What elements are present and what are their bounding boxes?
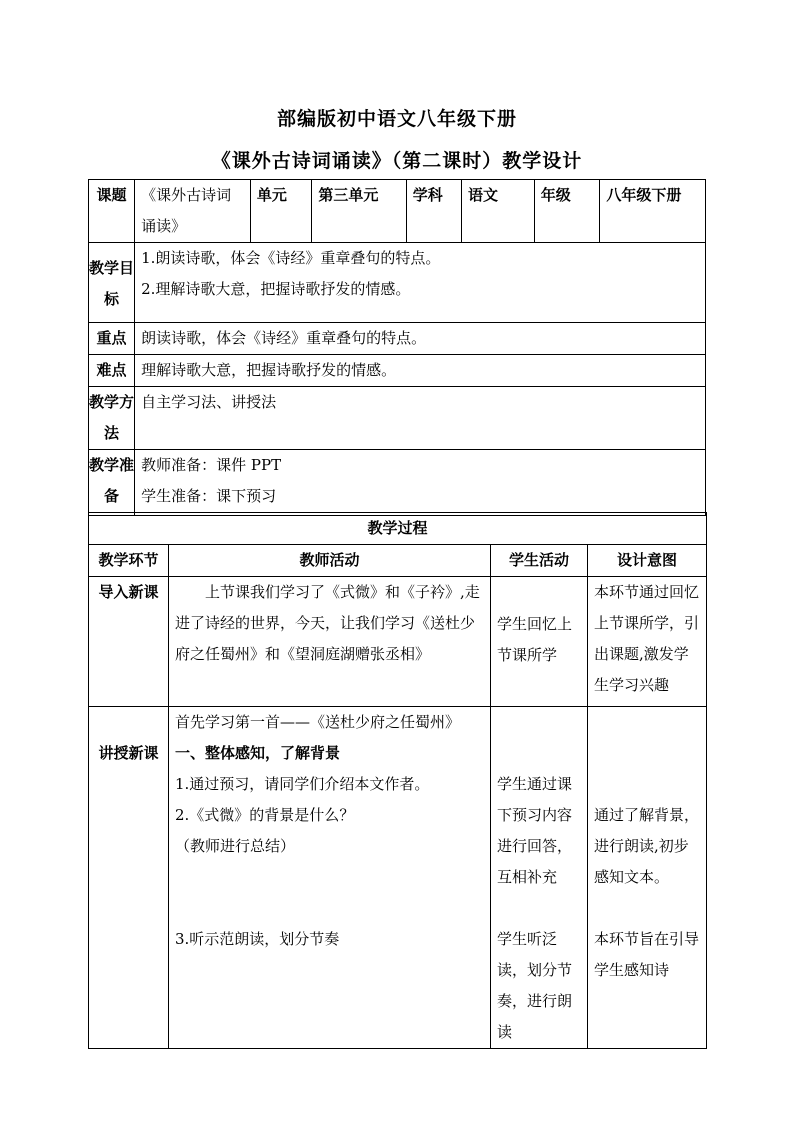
header-intent: 设计意图	[588, 545, 707, 577]
teacher-line: 首先学习第一首——《送杜少府之任蜀州》	[175, 713, 461, 731]
topic-value: 《课外古诗词诵读》	[135, 180, 251, 243]
intro-teacher-activity: 上节课我们学习了《式微》和《子衿》,走进了诗经的世界，今天，让我们学习《送杜少府之任蜀州》和《望洞庭湖赠张丞相》	[169, 577, 491, 707]
student-activity-1: 学生通过课下预习内容进行回答，互相补充	[497, 775, 573, 886]
header-student: 学生活动	[491, 545, 588, 577]
header-teacher: 教师活动	[169, 545, 491, 577]
label-grade: 年级	[534, 180, 600, 243]
label-difficulty: 难点	[89, 355, 135, 387]
preparation-content	[135, 450, 706, 516]
document-title: 部编版初中语文八年级下册	[276, 108, 517, 130]
student-preparation: 学生准备：课下预习	[141, 487, 277, 505]
student-activity-2: 学生听泛读，划分节奏，进行朗读	[497, 930, 573, 1041]
label-preparation: 教学准备	[89, 450, 135, 516]
process-table	[88, 512, 707, 1049]
goals-content	[135, 243, 706, 323]
unit-value: 第三单元	[312, 180, 406, 243]
design-intent-2: 本环节旨在引导学生感知诗	[594, 930, 700, 979]
teacher-line: （教师进行总结）	[175, 837, 296, 855]
intro-student-activity: 学生回忆上节课所学	[491, 577, 588, 707]
lecture-teacher-activity	[169, 707, 491, 1049]
header-stage: 教学环节	[89, 545, 169, 577]
info-table	[88, 179, 706, 516]
label-unit: 单元	[250, 180, 311, 243]
label-key-point: 重点	[89, 323, 135, 355]
intro-stage: 导入新课	[89, 577, 169, 707]
design-intent-1: 通过了解背景，进行朗读,初步感知文本。	[594, 806, 700, 886]
document-subtitle: 《课外古诗词诵读》（第二课时）教学设计	[211, 150, 583, 172]
subject-value: 语文	[462, 180, 535, 243]
label-subject: 学科	[406, 180, 461, 243]
intro-design-intent: 本环节通过回忆上节课所学，引出课题,激发学生学习兴趣	[588, 577, 707, 707]
label-goals: 教学目标	[89, 243, 135, 323]
section-heading: 一、整体感知，了解背景	[175, 744, 341, 762]
lecture-student-activity	[491, 707, 588, 1049]
lecture-design-intent	[588, 707, 707, 1049]
difficulty-text: 理解诗歌大意，把握诗歌抒发的情感。	[135, 355, 706, 387]
process-title: 教学过程	[89, 513, 707, 545]
teacher-line: 2.《式微》的背景是什么？	[175, 806, 355, 824]
grade-value: 八年级下册	[600, 180, 706, 243]
label-method: 教学方法	[89, 387, 135, 450]
teacher-line: 1.通过预习，请同学们介绍本文作者。	[175, 775, 430, 793]
method-text: 自主学习法、讲授法	[135, 387, 706, 450]
label-topic: 课题	[89, 180, 135, 243]
goal-item: 1.朗读诗歌，体会《诗经》重章叠句的特点。	[141, 249, 441, 267]
key-point-text: 朗读诗歌，体会《诗经》重章叠句的特点。	[135, 323, 706, 355]
lecture-stage: 讲授新课	[89, 707, 169, 1049]
teacher-line: 3.听示范朗读，划分节奏	[175, 930, 340, 948]
teacher-preparation: 教师准备：课件 PPT	[141, 456, 282, 474]
goal-item: 2.理解诗歌大意，把握诗歌抒发的情感。	[141, 280, 411, 298]
